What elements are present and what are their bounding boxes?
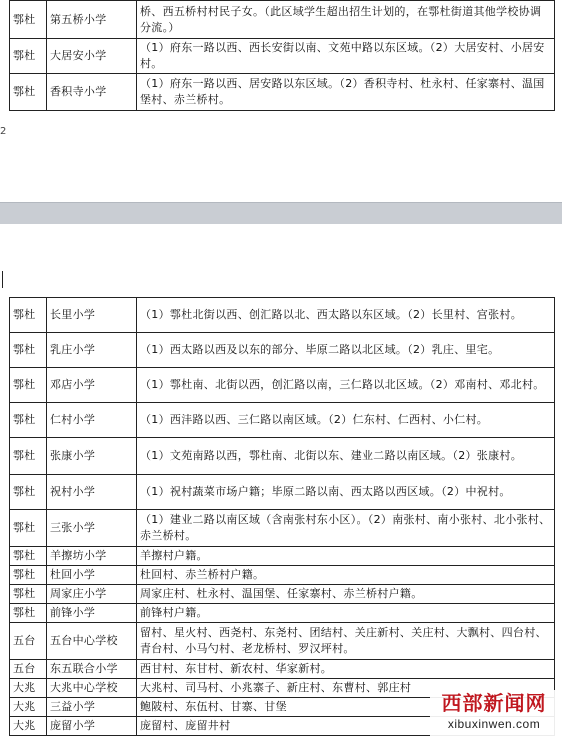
margin-page-number: 2 xyxy=(0,126,7,137)
school-cell: 羊擦坊小学 xyxy=(47,547,137,566)
zone-area-cell: （1）府东一路以西、居安路以东区域。（2）香积寺村、杜永村、任家寨村、温国堡村、赤兰桥村。 xyxy=(137,74,555,111)
school-cell: 第五桥小学 xyxy=(47,1,137,39)
table-row xyxy=(10,510,555,547)
watermark-site-url: xibuxinwen.com xyxy=(447,717,541,731)
zone-area-cell: （1）鄠杜南、北街以西，创汇路以南，三仁路以北区域。（2）邓南村、邓北村。 xyxy=(137,368,555,403)
table-row xyxy=(10,403,555,438)
table-row xyxy=(10,368,555,403)
table-row xyxy=(10,1,555,39)
table-row xyxy=(10,604,555,623)
zone-area-cell: 留村、星火村、西尧村、东尧村、团结村、关庄新村、关庄村、大飘村、四台村、青台村、小马勺村、老龙桥村、罗汉坪村。 xyxy=(137,623,555,660)
district-cell: 鄠杜 xyxy=(10,298,47,333)
site-watermark xyxy=(430,690,558,736)
zone-area-cell: 羊擦村户籍。 xyxy=(137,547,555,566)
school-cell: 香积寺小学 xyxy=(47,74,137,111)
school-cell: 大居安小学 xyxy=(47,39,137,74)
school-cell: 杜回小学 xyxy=(47,566,137,585)
school-cell: 大兆中心学校 xyxy=(47,679,137,698)
district-cell: 鄠杜 xyxy=(10,475,47,510)
district-cell: 鄠杜 xyxy=(10,368,47,403)
district-cell: 鄠杜 xyxy=(10,510,47,547)
table-row xyxy=(10,547,555,566)
district-cell: 大兆 xyxy=(10,717,47,736)
table-row xyxy=(10,475,555,510)
district-cell: 大兆 xyxy=(10,679,47,698)
school-zone-table-bottom xyxy=(9,297,555,736)
school-cell: 乳庄小学 xyxy=(47,333,137,368)
zone-area-cell: （1）鄠杜北街以西、创汇路以北、西太路以东区域。（2）长里村、宫张村。 xyxy=(137,298,555,333)
zone-area-cell: （1）祝村蔬菜市场户籍；毕原二路以南、西太路以西区域。（2）中祝村。 xyxy=(137,475,555,510)
district-cell: 鄠杜 xyxy=(10,333,47,368)
zone-area-cell: 周家庄村、杜永村、温国堡、任家寨村、赤兰桥村户籍。 xyxy=(137,585,555,604)
school-cell: 长里小学 xyxy=(47,298,137,333)
school-cell: 邓店小学 xyxy=(47,368,137,403)
district-cell: 鄠杜 xyxy=(10,403,47,438)
school-cell: 东五联合小学 xyxy=(47,660,137,679)
zone-area-cell: 桥、西五桥村村民子女。（此区域学生超出招生计划的，在鄠杜街道其他学校协调分流。） xyxy=(137,1,555,39)
school-cell: 祝村小学 xyxy=(47,475,137,510)
zone-area-cell: 大兆村、司马村、小兆寨子、新庄村、东曹村、郭庄村 xyxy=(137,679,555,698)
school-cell: 前锋小学 xyxy=(47,604,137,623)
zone-area-cell: （1）西太路以西及以东的部分、毕原二路以北区域。（2）乳庄、里宅。 xyxy=(137,333,555,368)
table-row xyxy=(10,566,555,585)
school-cell: 仁村小学 xyxy=(47,403,137,438)
zone-area-cell: （1）府东一路以西、西长安街以南、文苑中路以东区域。（2）大居安村、小居安村。 xyxy=(137,39,555,74)
district-cell: 鄠杜 xyxy=(10,1,47,39)
table-row xyxy=(10,623,555,660)
district-cell: 鄠杜 xyxy=(10,604,47,623)
table-row xyxy=(10,74,555,111)
table-row xyxy=(10,39,555,74)
school-cell: 三益小学 xyxy=(47,698,137,717)
zone-area-cell: 庞留村、庞留井村 xyxy=(137,717,555,736)
table-row xyxy=(10,660,555,679)
zone-area-cell: 前锋村户籍。 xyxy=(137,604,555,623)
school-cell: 庞留小学 xyxy=(47,717,137,736)
district-cell: 鄠杜 xyxy=(10,39,47,74)
zone-area-cell: 杜回村、赤兰桥村户籍。 xyxy=(137,566,555,585)
school-cell: 周家庄小学 xyxy=(47,585,137,604)
district-cell: 鄠杜 xyxy=(10,438,47,475)
zone-area-cell: 西甘村、东甘村、新农村、华家新村。 xyxy=(137,660,555,679)
district-cell: 鄠杜 xyxy=(10,585,47,604)
school-zone-table-top xyxy=(9,0,555,111)
district-cell: 五台 xyxy=(10,623,47,660)
school-cell: 张康小学 xyxy=(47,438,137,475)
district-cell: 鄠杜 xyxy=(10,566,47,585)
zone-area-cell: （1）西沣路以西、三仁路以南区域。（2）仁东村、仁西村、小仁村。 xyxy=(137,403,555,438)
school-cell: 三张小学 xyxy=(47,510,137,547)
text-cursor xyxy=(2,271,3,288)
watermark-site-name: 西部新闻网 xyxy=(441,691,547,715)
zone-area-cell: 鲍陂村、东伍村、甘寨、甘堡 xyxy=(137,698,555,717)
page-break-gap xyxy=(0,202,562,225)
district-cell: 五台 xyxy=(10,660,47,679)
table-row xyxy=(10,333,555,368)
table-row xyxy=(10,585,555,604)
zone-area-cell: （1）文苑南路以西，鄠杜南、北街以东、建业二路以南区域。（2）张康村。 xyxy=(137,438,555,475)
district-cell: 大兆 xyxy=(10,698,47,717)
table-row xyxy=(10,438,555,475)
zone-area-cell: （1）建业二路以南区域（含南张村东小区）。（2）南张村、南小张村、北小张村、赤兰桥村。 xyxy=(137,510,555,547)
district-cell: 鄠杜 xyxy=(10,547,47,566)
school-cell: 五台中心学校 xyxy=(47,623,137,660)
district-cell: 鄠杜 xyxy=(10,74,47,111)
document-page-top xyxy=(0,0,562,202)
table-row xyxy=(10,298,555,333)
